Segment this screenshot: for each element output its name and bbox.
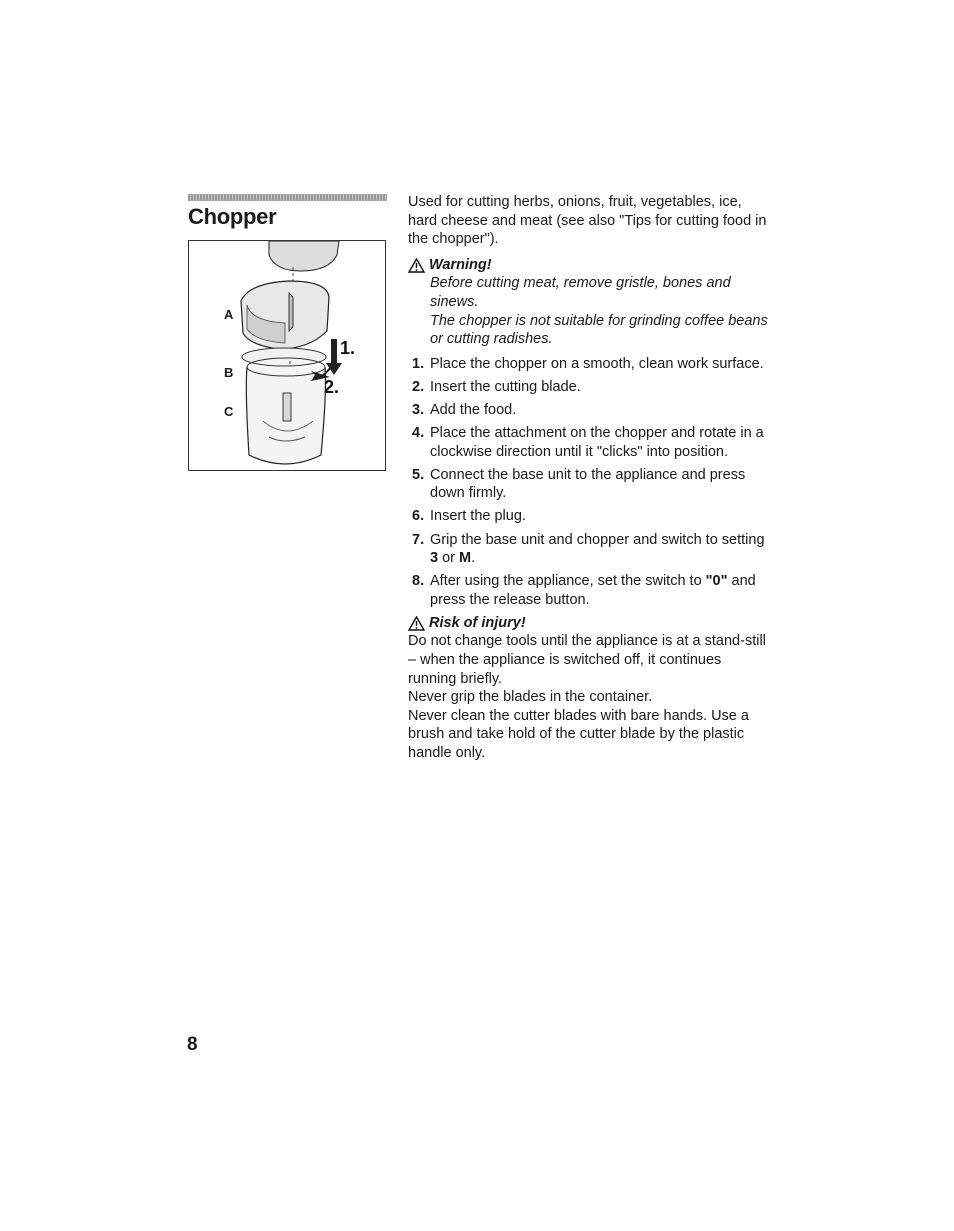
step-number: 8. xyxy=(412,573,425,590)
step-list xyxy=(408,355,773,610)
instructions-column xyxy=(408,193,773,763)
step-text-part: After using the appliance, set the switch to xyxy=(430,573,706,590)
step-number: 3. xyxy=(412,401,425,418)
chopper-drawing xyxy=(189,241,386,471)
warning-line: Before cutting meat, remove gristle, bones and sinews. xyxy=(430,275,731,310)
step-text: Add the food. xyxy=(430,401,517,418)
risk-heading-text: Risk of injury! xyxy=(429,614,526,631)
step-number: 4. xyxy=(412,425,425,442)
label-a: A xyxy=(224,307,234,322)
step-text-part: or xyxy=(438,550,460,567)
risk-line: Do not change tools until the appliance is at a stand-still – when the appliance is switched off, it continues running briefly. xyxy=(408,633,766,687)
step-item xyxy=(408,531,773,568)
step-text: Insert the plug. xyxy=(430,508,526,525)
label-c: C xyxy=(224,404,234,419)
step-text xyxy=(430,572,773,609)
step-text: Insert the cutting blade. xyxy=(430,378,581,395)
step-text: Connect the base unit to the appliance and press down firmly. xyxy=(430,466,746,502)
step-item xyxy=(408,355,773,374)
step-text: Place the chopper on a smooth, clean work surface. xyxy=(430,355,764,372)
risk-heading xyxy=(408,614,773,633)
step-item xyxy=(408,466,773,503)
page-number: 8 xyxy=(187,1034,198,1055)
step-number: 7. xyxy=(412,531,425,548)
step-number: 2. xyxy=(412,378,425,395)
risk-line: Never clean the cutter blades with bare hands. Use a brush and take hold of the cutter blade by the plastic handle only. xyxy=(408,707,749,762)
intro-text: Used for cutting herbs, onions, fruit, vegetables, ice, hard cheese and meat (see also "Tips for cutting food in the chopper"). xyxy=(408,194,767,248)
step-text-part: Grip the base unit and chopper and switch to setting xyxy=(430,531,765,548)
step-text-part: and press the release button. xyxy=(430,573,756,608)
step-marker-2: 2. xyxy=(324,377,340,397)
warning-heading xyxy=(408,256,773,275)
chopper-illustration xyxy=(188,240,386,471)
step-number: 1. xyxy=(412,355,425,372)
step-text xyxy=(430,531,773,568)
section-title: Chopper xyxy=(188,204,277,229)
warning-triangle-icon xyxy=(408,258,425,273)
step-item xyxy=(408,378,773,397)
step-number: 5. xyxy=(412,466,425,483)
step-item xyxy=(408,507,773,526)
section-rule xyxy=(188,194,387,201)
step-item xyxy=(408,572,773,609)
switch-setting-0: "0" xyxy=(705,573,728,590)
step-text-part: . xyxy=(471,550,476,567)
warning-body xyxy=(408,274,773,348)
step-item xyxy=(408,424,773,461)
step-number: 6. xyxy=(412,508,425,525)
warning-triangle-icon xyxy=(408,616,425,631)
warning-heading-text: Warning! xyxy=(429,256,492,273)
risk-line: Never grip the blades in the container. xyxy=(408,689,653,706)
setting-3: 3 xyxy=(430,550,439,567)
setting-m: M xyxy=(459,550,472,567)
step-marker-1: 1. xyxy=(340,338,356,358)
label-b: B xyxy=(224,365,234,380)
step-item xyxy=(408,401,773,420)
warning-line: The chopper is not suitable for grinding coffee beans or cutting radishes. xyxy=(430,312,768,348)
step-text: Place the attachment on the chopper and rotate in a clockwise direction until it "clicks" into position. xyxy=(430,425,764,460)
